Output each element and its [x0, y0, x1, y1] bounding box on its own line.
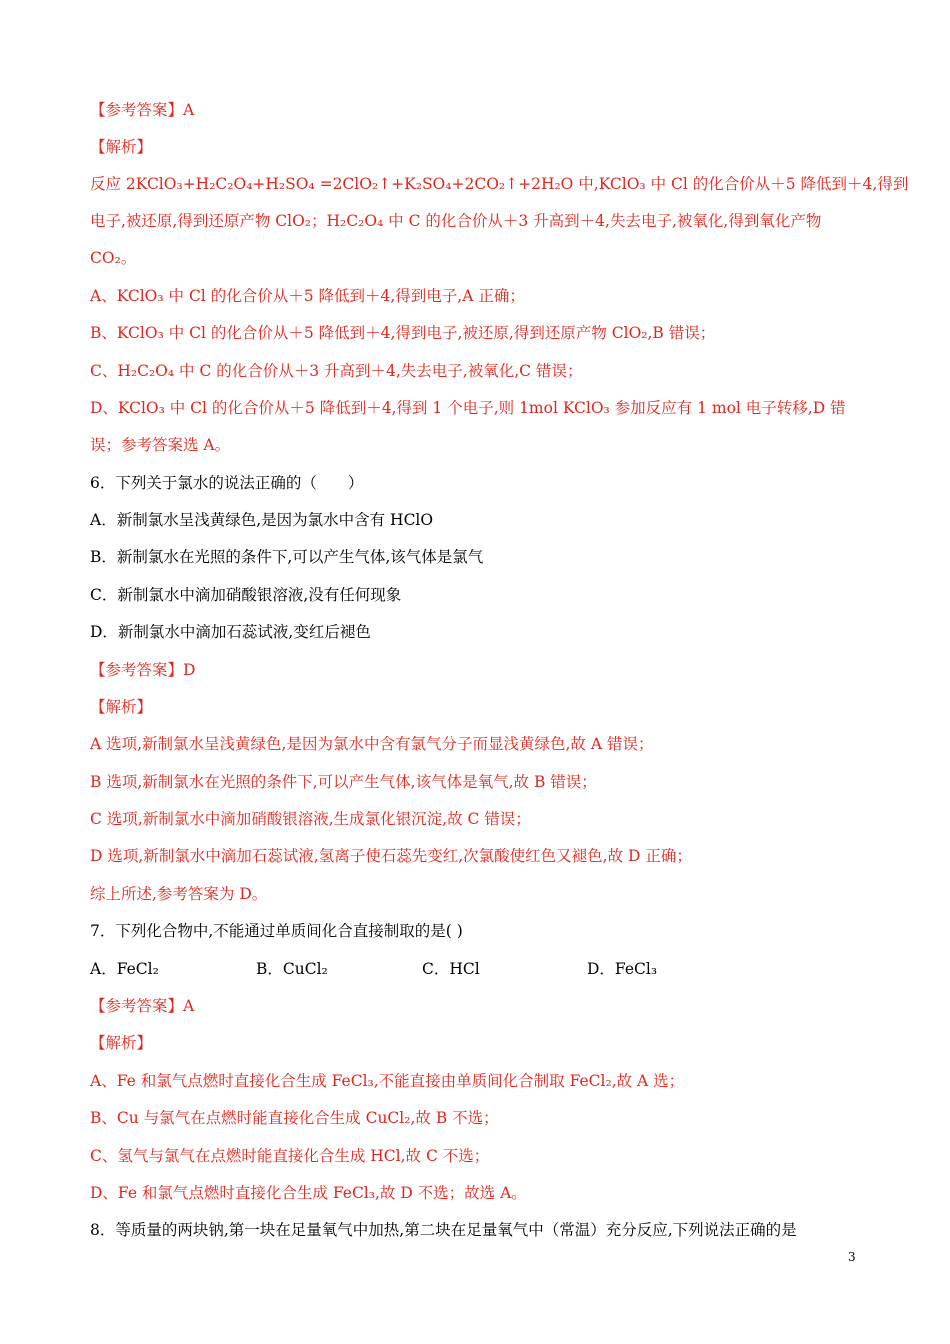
q6-option-c: C．新制氯水中滴加硝酸银溶液,没有任何现象 [90, 586, 402, 604]
q5-analysis-line: C、H₂C₂O₄ 中 C 的化合价从＋3 升高到＋4,失去电子,被氧化,C 错误； [90, 362, 583, 380]
q6-analysis-line: D 选项,新制氯水中滴加石蕊试液,氢离子使石蕊先变红,次氯酸使红色又褪色,故 D 正确； [90, 847, 692, 865]
q6-answer: 【参考答案】D [90, 661, 196, 679]
q5-analysis-line: 电子,被还原,得到还原产物 ClO₂；H₂C₂O₄ 中 C 的化合价从＋3 升高到＋4,失去电子,被氧化,得到氧化产物 [90, 212, 822, 230]
q5-analysis-line: D、KClO₃ 中 Cl 的化合价从＋5 降低到＋4,得到 1 个电子,则 1mol KClO₃ 参加反应有 1 mol 电子转移,D 错 [90, 399, 846, 417]
q6-analysis-line: C 选项,新制氯水中滴加硝酸银溶液,生成氯化银沉淀,故 C 错误； [90, 810, 531, 828]
q5-analysis-line: 反应 2KClO₃+H₂C₂O₄+H₂SO₄ =2ClO₂↑+K₂SO₄+2CO₂↑+2H₂O 中,KClO₃ 中 Cl 的化合价从＋5 降低到＋4,得到 [90, 175, 909, 193]
q7-analysis-line: C、氢气与氯气在点燃时能直接化合生成 HCl,故 C 不选； [90, 1147, 490, 1165]
q6-analysis-label: 【解析】 [90, 698, 153, 716]
q7-analysis-line: D、Fe 和氯气点燃时直接化合生成 FeCl₃,故 D 不选；故选 A。 [90, 1184, 527, 1202]
q6-option-d: D．新制氯水中滴加石蕊试液,变红后褪色 [90, 623, 371, 641]
q5-analysis-line: A、KClO₃ 中 Cl 的化合价从＋5 降低到＋4,得到电子,A 正确； [90, 287, 525, 305]
q7-analysis-line: A、Fe 和氯气点燃时直接化合生成 FeCl₃,不能直接由单质间化合制取 FeCl₂,故 A 选； [90, 1072, 685, 1090]
q7-option-d: D．FeCl₃ [587, 960, 658, 978]
q6-option-a: A．新制氯水呈浅黄绿色,是因为氯水中含有 HClO [90, 511, 434, 529]
q6-analysis-line: B 选项,新制氯水在光照的条件下,可以产生气体,该气体是氧气,故 B 错误； [90, 773, 597, 791]
q7-analysis-label: 【解析】 [90, 1034, 153, 1052]
q5-answer: 【参考答案】A [90, 101, 195, 119]
q6-analysis-line: A 选项,新制氯水呈浅黄绿色,是因为氯水中含有氯气分子而显浅黄绿色,故 A 错误； [90, 735, 654, 753]
q7-option-b: B．CuCl₂ [256, 960, 328, 978]
q7-option-a: A．FeCl₂ [90, 960, 159, 978]
q5-analysis-line: CO₂。 [90, 249, 137, 267]
q8-stem: 8．等质量的两块钠,第一块在足量氧气中加热,第二块在足量氧气中（常温）充分反应,下列说法正确的是 [90, 1221, 797, 1239]
q7-stem: 7．下列化合物中,不能通过单质间化合直接制取的是( ) [90, 922, 463, 940]
q6-option-b: B．新制氯水在光照的条件下,可以产生气体,该气体是氯气 [90, 548, 484, 566]
page-number: 3 [848, 1250, 856, 1264]
q6-analysis-line: 综上所述,参考答案为 D。 [90, 885, 268, 903]
q7-answer: 【参考答案】A [90, 997, 195, 1015]
q6-stem: 6．下列关于氯水的说法正确的（ ） [90, 474, 364, 492]
q7-analysis-line: B、Cu 与氯气在点燃时能直接化合生成 CuCl₂,故 B 不选； [90, 1109, 499, 1127]
q5-analysis-line: 误；参考答案选 A。 [90, 436, 231, 454]
q5-analysis-line: B、KClO₃ 中 Cl 的化合价从＋5 降低到＋4,得到电子,被还原,得到还原产物 ClO₂,B 错误； [90, 324, 716, 342]
q7-option-c: C．HCl [422, 960, 480, 978]
q7-options [90, 959, 860, 979]
q5-analysis-label: 【解析】 [90, 138, 153, 156]
